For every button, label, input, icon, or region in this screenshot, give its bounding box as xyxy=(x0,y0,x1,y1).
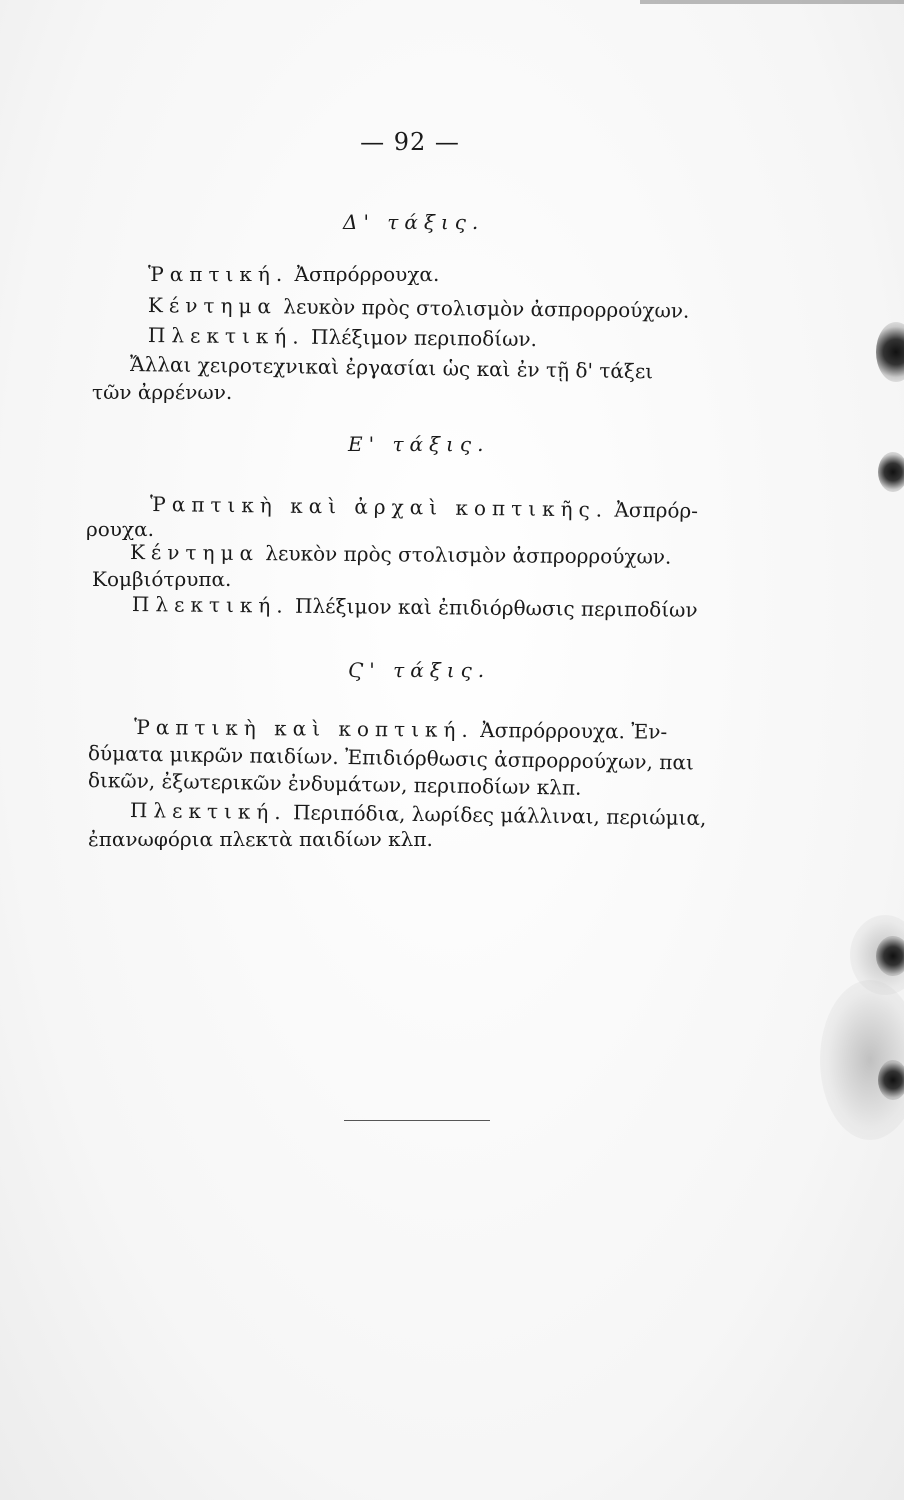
section-st-line-5: ἐπανωφόρια πλεκτὰ παιδίων κλπ. xyxy=(88,827,433,851)
text: Ἀσπρόρρουχα. Ἐν- xyxy=(473,717,668,744)
section-e-line-1 xyxy=(150,492,698,523)
end-rule xyxy=(344,1120,490,1121)
page-edge-shadow xyxy=(640,0,904,4)
page-number: — 92 — xyxy=(360,128,460,156)
section-heading-e: Ε' τάξις. xyxy=(348,432,490,456)
text: Πλέξιμον καὶ ἐπιδιόρθωσις περιποδίων xyxy=(288,593,698,622)
section-st-line-3: δικῶν, ἐξωτερικῶν ἐνδυμάτων, περιποδίων κλπ. xyxy=(87,768,582,800)
binding-hole-mark xyxy=(878,452,904,492)
text: Ἀσπρόρ- xyxy=(607,497,699,523)
term: Πλεκτική. xyxy=(131,592,289,618)
binding-hole-mark xyxy=(876,322,904,382)
term: Ῥαπτική. xyxy=(148,262,289,286)
section-e-line-4: Κομβιότρυπα. xyxy=(92,567,232,591)
term: Ῥαπτικὴ καὶ κοπτική. xyxy=(133,715,474,742)
section-st-line-4 xyxy=(130,798,707,830)
text: λευκὸν πρὸς στολισμὸν ἀσπρορρούχων. xyxy=(258,541,672,569)
text: Περιπόδια, λωρίδες μάλλιναι, περιώμια, xyxy=(286,800,707,831)
section-d-line-5: τῶν ἀρρένων. xyxy=(92,380,233,404)
section-e-line-3 xyxy=(130,540,672,569)
section-d-line-2 xyxy=(148,293,690,323)
term: Πλεκτική. xyxy=(147,323,305,349)
term: Κέντημα xyxy=(147,293,278,319)
section-d-line-1 xyxy=(148,262,439,286)
text: Πλέξιμον περιποδίων. xyxy=(304,324,538,352)
section-e-line-2: ρουχα. xyxy=(86,517,154,541)
section-e-line-5 xyxy=(132,592,698,622)
term: Κέντημα xyxy=(129,540,260,566)
text: λευκὸν πρὸς στολισμὸν ἀσπρορρούχων. xyxy=(276,294,690,323)
text: Ἀσπρόρρουχα. xyxy=(288,262,440,286)
section-st-line-1 xyxy=(134,715,667,744)
term: Ῥαπτικὴ καὶ ἀρχαὶ κοπτικῆς. xyxy=(149,492,609,522)
section-heading-st: Ϛ' τάξις. xyxy=(348,658,491,682)
section-d-line-3 xyxy=(148,323,537,351)
section-heading-d: Δ' τάξις. xyxy=(343,210,485,234)
term: Πλεκτική. xyxy=(129,798,287,825)
section-st-line-2: δύματα μικρῶν παιδίων. Ἐπιδιόρθωσις ἀσπρορρούχων, παι xyxy=(87,741,694,775)
binding-hole-mark xyxy=(876,936,904,976)
section-d-line-4: Ἄλλαι χειροτεχνικαὶ ἐργασίαι ὡς καὶ ἐν τῇ δ' τάξει xyxy=(129,352,654,384)
binding-hole-mark xyxy=(878,1060,904,1100)
